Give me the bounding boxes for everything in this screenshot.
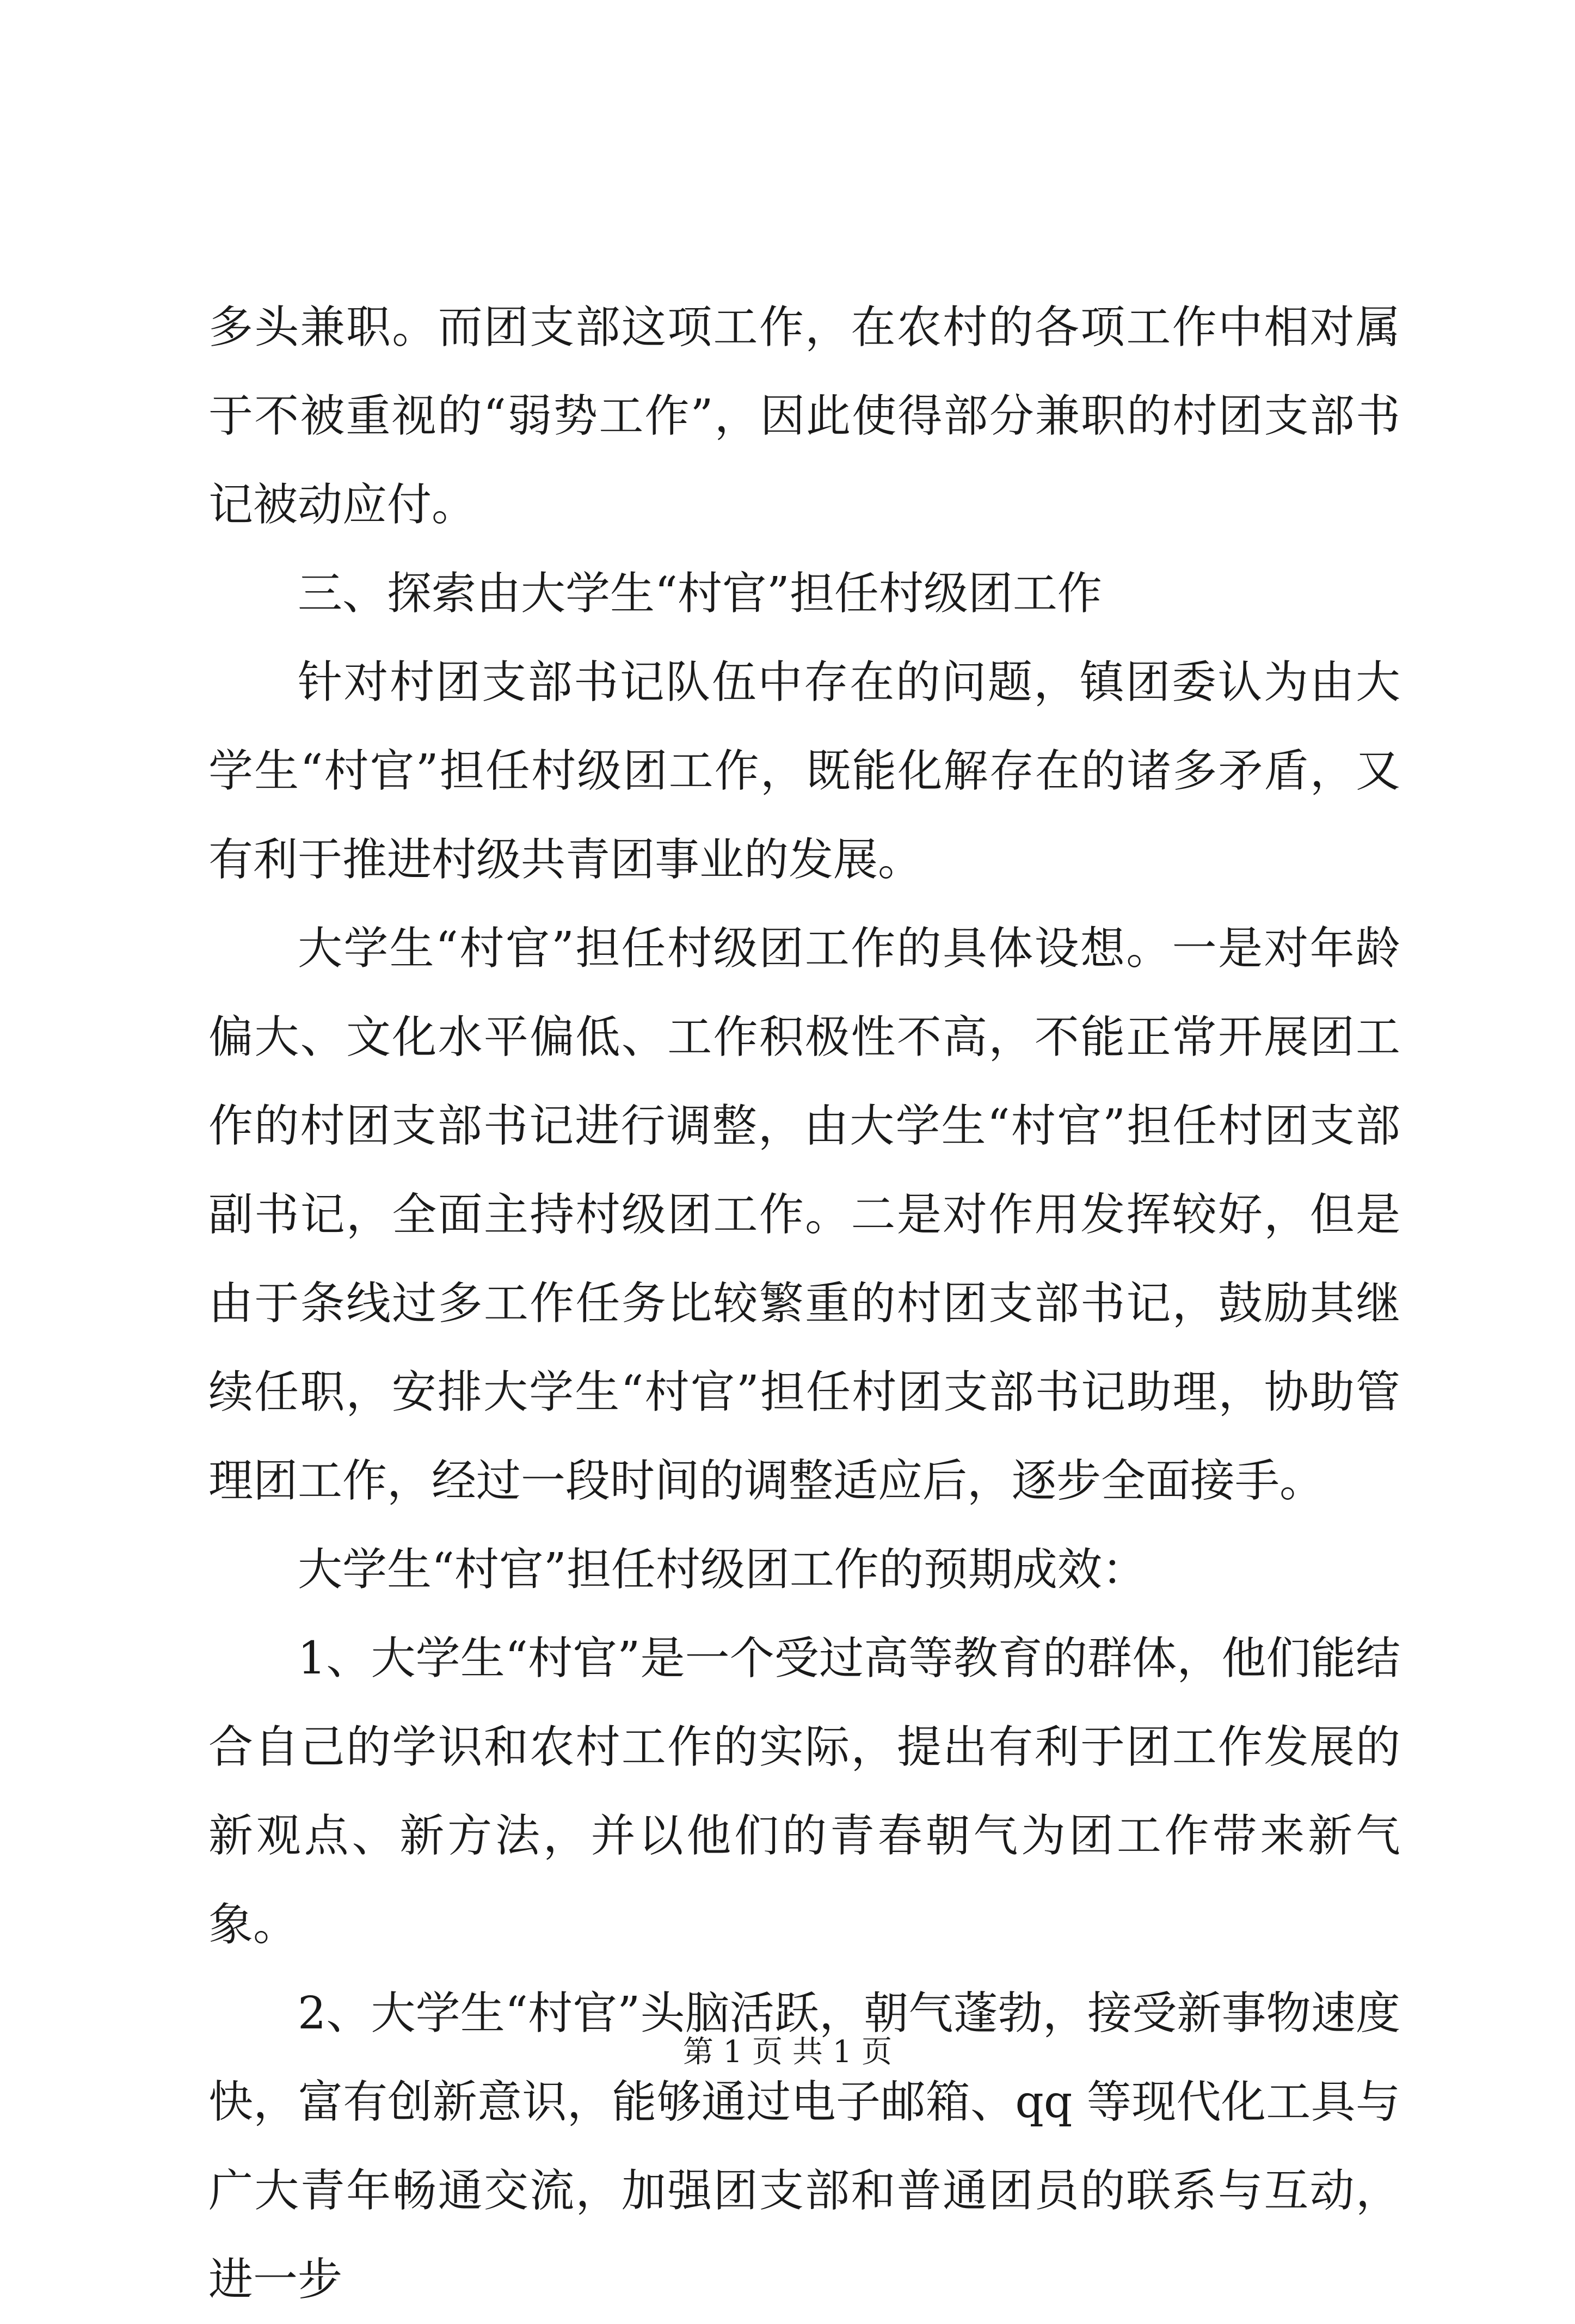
- paragraph: 针对村团支部书记队伍中存在的问题，镇团委认为由大学生“村官”担任村级团工作，既能化解存在的诸多矛盾，又有利于推进村级共青团事业的发展。: [208, 657, 1400, 886]
- list-item: 1、大学生“村官”是一个受过高等教育的群体，他们能结合自己的学识和农村工作的实际，提出有利于团工作发展的新观点、新方法，并以他们的青春朝气为团工作带来新气象。: [208, 1633, 1400, 1951]
- paragraph-continuation: 多头兼职。而团支部这项工作，在农村的各项工作中相对属于不被重视的“弱势工作”，因此使得部分兼职的村团支部书记被动应付。: [208, 302, 1400, 531]
- paragraph: 大学生“村官”担任村级团工作的预期成效：: [298, 1544, 1147, 1596]
- page-footer: 第 1 页 共 1 页: [682, 2034, 893, 2070]
- document-body: [208, 283, 1400, 2324]
- section-heading: 三、探索由大学生“村官”担任村级团工作: [298, 568, 1102, 620]
- list-item: 2、大学生“村官”头脑活跃，朝气蓬勃，接受新事物速度快，富有创新意识，能够通过电子邮箱、qq 等现代化工具与广大青年畅通交流，加强团支部和普通团员的联系与互动，进一步: [208, 1988, 1400, 2305]
- paragraph: 大学生“村官”担任村级团工作的具体设想。一是对年龄偏大、文化水平偏低、工作积极性不高，不能正常开展团工作的村团支部书记进行调整，由大学生“村官”担任村团支部副书记，全面主持村级团工作。二是对作用发挥较好，但是由于条线过多工作任务比较繁重的村团支部书记，鼓励其继续任职，安排大学生“村官”担任村团支部书记助理，协助管理团工作，经过一段时间的调整适应后，逐步全面接手。: [208, 923, 1400, 1507]
